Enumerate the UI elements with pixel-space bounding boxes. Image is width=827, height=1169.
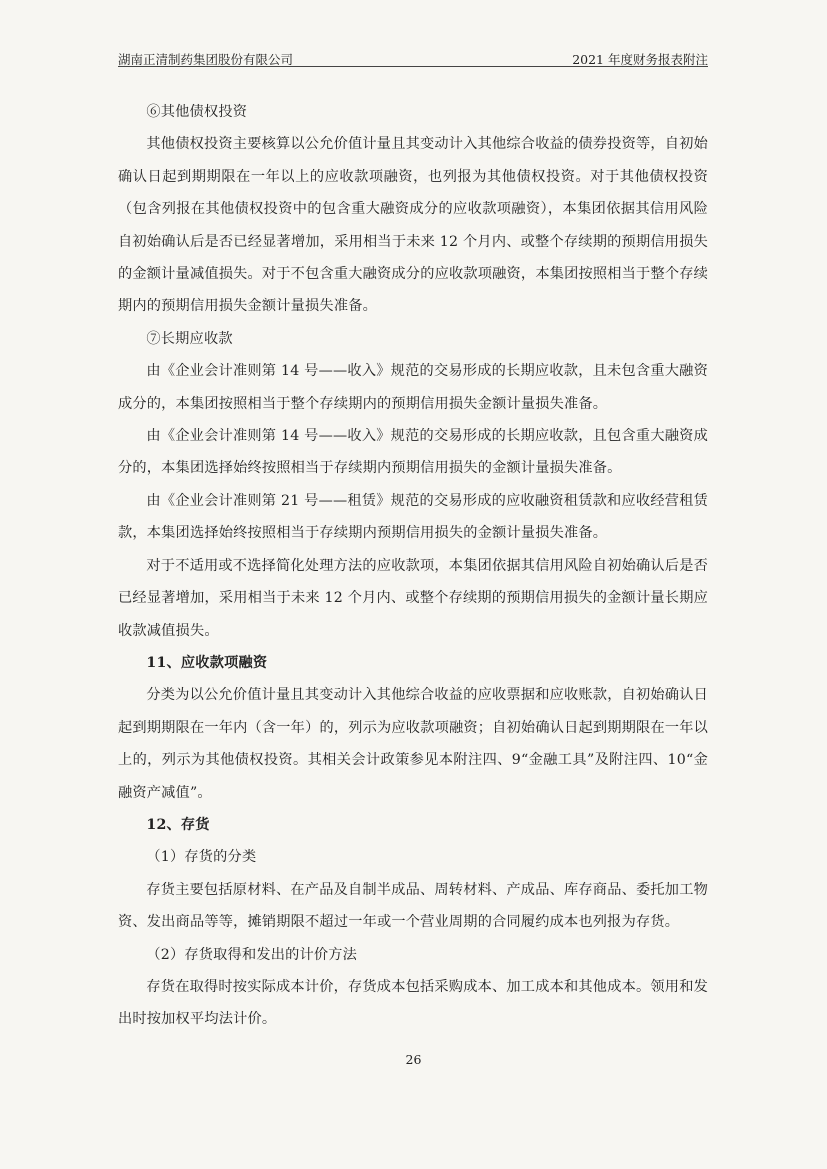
paragraph: 由《企业会计准则第 21 号——租赁》规范的交易形成的应收融资租赁款和应收经营租赁款，本集团选择始终按照相当于存续期内预期信用损失的金额计量损失准备。 [118, 492, 708, 542]
document-body [118, 96, 708, 1036]
paragraph: 存货在取得时按实际成本计价，存货成本包括采购成本、加工成本和其他成本。领用和发出时按加权平均法计价。 [118, 978, 708, 1028]
section-heading-receivables-financing: 11、应收款项融资 [146, 654, 268, 671]
subsection-heading-inventory-valuation: （2）存货取得和发出的计价方法 [146, 946, 358, 963]
paragraph: 其他债权投资主要核算以公允价值计量且其变动计入其他综合收益的债券投资等，自初始确认日起到期期限在一年以上的应收款项融资，也列报为其他债权投资。对于其他债权投资（包含列报在其他债权投资中的包含重大融资成分的应收款项融资），本集团依据其信用风险自初始确认后是否已经显著增加，采用相当于未来 12 个月内、或整个存续期的预期信用损失的金额计量减值损失。对于不包含重大融资成分的应收款项融资，本集团按照相当于整个存续期内的预期信用损失金额计量损失准备。 [118, 136, 708, 315]
section-heading-other-debt-investment: ⑥其他债权投资 [146, 104, 248, 120]
page-header [118, 44, 708, 67]
paragraph: 分类为以公允价值计量且其变动计入其他综合收益的应收票据和应收账款，自初始确认日起到期期限在一年内（含一年）的，列示为应收款项融资；自初始确认日起到期期限在一年以上的，列示为其他债权投资。其相关会计政策参见本附注四、9“金融工具”及附注四、10“金融资产减值”。 [118, 687, 708, 801]
company-name: 湖南正清制药集团股份有限公司 [118, 52, 294, 67]
paragraph: 对于不适用或不选择简化处理方法的应收款项，本集团依据其信用风险自初始确认后是否已经显著增加，采用相当于未来 12 个月内、或整个存续期的预期信用损失的金额计量长期应收款减值损失。 [118, 557, 708, 639]
paragraph: 由《企业会计准则第 14 号——收入》规范的交易形成的长期应收款，且未包含重大融资成分的，本集团按照相当于整个存续期内的预期信用损失金额计量损失准备。 [118, 363, 708, 412]
paragraph: 存货主要包括原材料、在产品及自制半成品、周转材料、产成品、库存商品、委托加工物资、发出商品等等，摊销期限不超过一年或一个营业周期的合同履约成本也列报为存货。 [118, 881, 708, 931]
subsection-heading-inventory-classification: （1）存货的分类 [146, 849, 257, 866]
section-heading-long-term-receivables: ⑦长期应收款 [146, 330, 233, 347]
section-heading-inventory: 12、存货 [146, 816, 210, 833]
paragraph: 由《企业会计准则第 14 号——收入》规范的交易形成的长期应收款，且包含重大融资成分的，本集团选择始终按照相当于存续期内预期信用损失的金额计量损失准备。 [118, 428, 708, 477]
report-title: 2021 年度财务报表附注 [572, 52, 708, 67]
page-number: 26 [405, 1052, 422, 1067]
